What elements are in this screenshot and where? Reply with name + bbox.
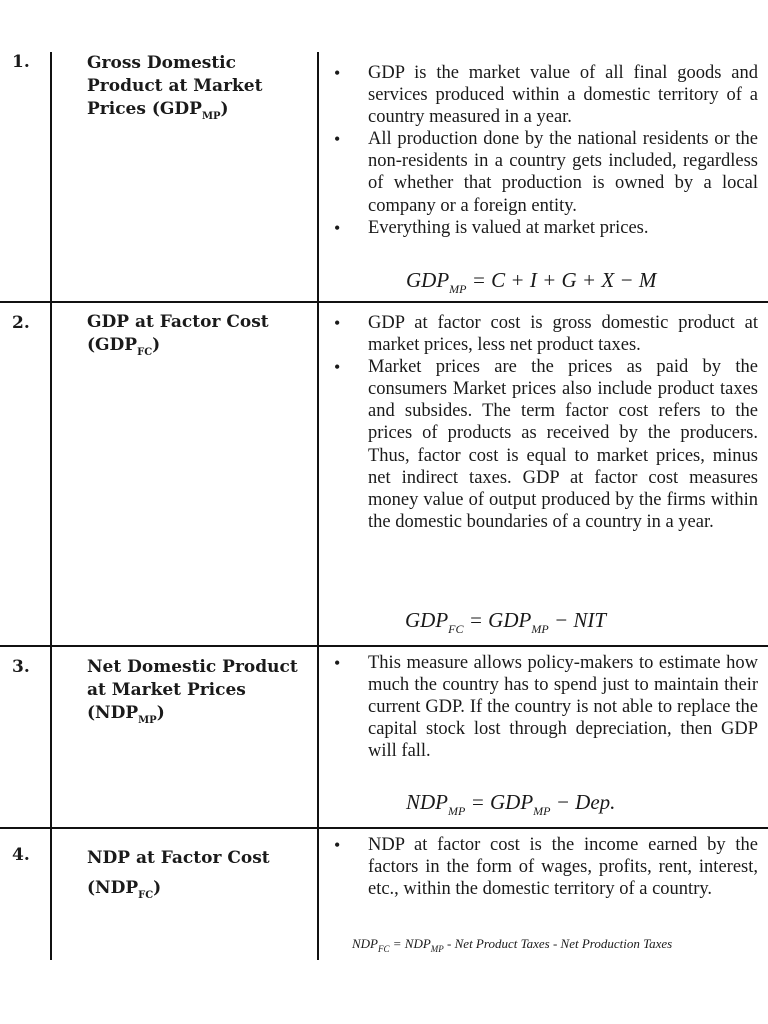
row-divider-2 — [0, 645, 768, 647]
bullet-item: • GDP at factor cost is gross domestic product at market prices, less net product taxes. — [332, 312, 758, 356]
bullet-item: • Everything is valued at market prices. — [332, 217, 758, 239]
formula-lhs: GDP — [405, 608, 449, 632]
term-text: Net Domestic Product at Market Prices (NDP — [87, 657, 298, 723]
term-subscript: MP — [201, 111, 221, 122]
bullet-item: • Market prices are the prices as paid by the consumers Market prices also include product taxes and subsides. The term factor cost refers to the prices of products as received by the producers. Thus, factor cost is equal to market prices, minus net indirect taxes. GDP at factor cost measures money value of output produced by the firms within the domestic boundaries of a country in a year. — [332, 356, 758, 533]
row-description — [332, 62, 758, 239]
formula-subscript: MP — [430, 944, 444, 954]
formula — [405, 608, 606, 637]
row-description — [332, 652, 758, 762]
column-divider-right — [317, 52, 319, 960]
formula-subscript: MP — [531, 622, 549, 636]
row-term — [87, 52, 312, 128]
term-close: ) — [220, 99, 229, 119]
row-number: 3. — [12, 657, 30, 677]
formula-rhs: − Dep. — [550, 790, 616, 814]
row-description — [332, 312, 758, 533]
formula-rhs: = C + I + G + X − M — [466, 268, 657, 292]
row-divider-3 — [0, 827, 768, 829]
formula-mid: = GDP — [465, 790, 534, 814]
bullet-item: • NDP at factor cost is the income earned by the factors in the form of wages, profits, rent, interest, etc., within the domestic territory of a country. — [332, 834, 758, 900]
row-term — [87, 843, 312, 911]
formula — [352, 936, 672, 954]
formula-subscript: MP — [448, 804, 466, 818]
row-divider-1 — [0, 301, 768, 303]
bullet-item: • This measure allows policy-makers to estimate how much the country has to spend just to maintain their current GDP. If the country is not able to replace the capital stock lost through depreciation, then GDP will fall. — [332, 652, 758, 762]
bullet-item: • GDP is the market value of all final goods and services produced within a domestic territory of a country measured in a year. — [332, 62, 758, 128]
term-text: NDP at Factor Cost (NDP — [87, 848, 270, 898]
row-number: 2. — [12, 313, 30, 333]
formula-subscript: FC — [378, 944, 390, 954]
term-subscript: FC — [137, 347, 153, 358]
term-close: ) — [153, 878, 162, 898]
bullet-item: • All production done by the national residents or the non-residents in a country gets included, regardless of whether that production is owned by a local company or a foreign entity. — [332, 128, 758, 216]
formula-lhs: GDP — [406, 268, 450, 292]
formula-lhs: NDP — [406, 790, 448, 814]
row-number: 1. — [12, 52, 30, 72]
formula-rhs: − NIT — [548, 608, 607, 632]
term-close: ) — [152, 335, 161, 355]
term-text: Gross Domestic Product at Market Prices (GDP — [87, 53, 263, 119]
formula-subscript: FC — [448, 622, 464, 636]
term-close: ) — [156, 703, 165, 723]
formula-subscript: MP — [449, 282, 467, 296]
term-text: GDP at Factor Cost (GDP — [87, 312, 269, 355]
formula — [406, 790, 615, 819]
row-number: 4. — [12, 845, 30, 865]
row-term — [87, 656, 312, 732]
formula-mid: = GDP — [463, 608, 532, 632]
formula-rhs: - Net Product Taxes - Net Production Taxes — [443, 936, 673, 951]
row-term — [87, 311, 312, 364]
formula-subscript: MP — [533, 804, 551, 818]
formula-mid: = NDP — [389, 936, 431, 951]
term-subscript: FC — [138, 890, 154, 901]
formula — [406, 268, 656, 297]
formula-lhs: NDP — [352, 936, 378, 951]
column-divider-left — [50, 52, 52, 960]
row-description — [332, 834, 758, 900]
term-subscript: MP — [138, 715, 157, 726]
